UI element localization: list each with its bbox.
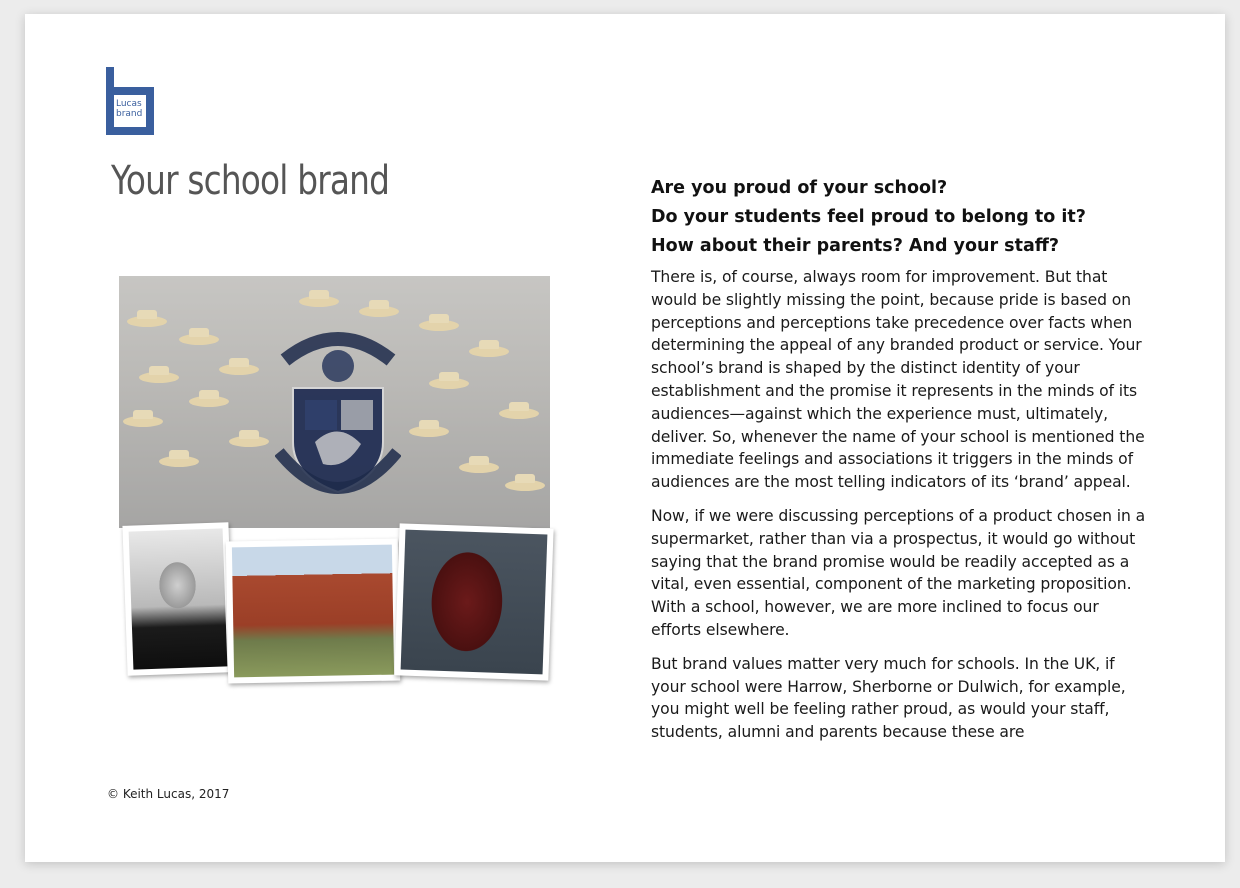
boater-hat-icon [179, 334, 219, 345]
boater-hat-icon [499, 408, 539, 419]
boater-hat-icon [159, 456, 199, 467]
boater-hat-icon [299, 296, 339, 307]
body-text [651, 266, 1147, 755]
question-line: How about their parents? And your staff? [651, 236, 1060, 256]
boater-hat-icon [409, 426, 449, 437]
boater-hat-icon [429, 378, 469, 389]
paragraph: There is, of course, always room for improvement. But that would be slightly missing the point, because pride is based on perceptions and perceptions take precedence over facts when determining the appeal of any branded product or service. Your school’s brand is shaped by the distinct identity of your establishment and the promise it represents in the minds of its audiences—against which the experience must, ultimately, deliver. So, whenever the name of your school is mentioned the immediate feelings and associations it triggers in the minds of audiences are the most telling indicators of its ‘brand’ appeal. [651, 268, 1145, 492]
portrait-photo [122, 522, 233, 676]
boater-hat-icon [189, 396, 229, 407]
boater-hat-icon [505, 480, 545, 491]
copyright-notice: © Keith Lucas, 2017 [107, 787, 230, 801]
paragraph: But brand values matter very much for schools. In the UK, if your school were Harrow, Sherborne or Dulwich, for example, you might well be feeling rather proud, as would your staff, students, alumni and parents because these are [651, 654, 1126, 742]
boater-hat-icon [459, 462, 499, 473]
question-line: Do your students feel proud to belong to it? [651, 207, 1086, 227]
page-title: Your school brand [111, 158, 390, 204]
question-line: Are you proud of your school? [651, 178, 948, 198]
intro-questions [651, 174, 1171, 261]
boater-hat-icon [469, 346, 509, 357]
school-building-photo [226, 539, 400, 684]
boater-hat-icon [359, 306, 399, 317]
logo-text [116, 99, 142, 119]
paragraph: Now, if we were discussing perceptions of a product chosen in a supermarket, rather than via a prospectus, it would go without saying that the brand promise would be readily accepted as a vital, even essential, component of the marketing proposition. With a school, however, we are more inclined to focus our efforts elsewhere. [651, 506, 1146, 639]
seated-man-photo [394, 523, 553, 680]
boater-hat-icon [419, 320, 459, 331]
logo-line-2: brand [116, 109, 143, 119]
image-collage [119, 276, 559, 686]
boater-hat-icon [219, 364, 259, 375]
boater-hat-icon [123, 416, 163, 427]
boater-hat-icon [229, 436, 269, 447]
boater-hat-icon [127, 316, 167, 327]
logo-line-1: Lucas [116, 99, 142, 109]
school-crest [275, 324, 401, 510]
document-page [25, 14, 1225, 862]
lucas-brand-logo [106, 67, 154, 135]
boater-hat-icon [139, 372, 179, 383]
